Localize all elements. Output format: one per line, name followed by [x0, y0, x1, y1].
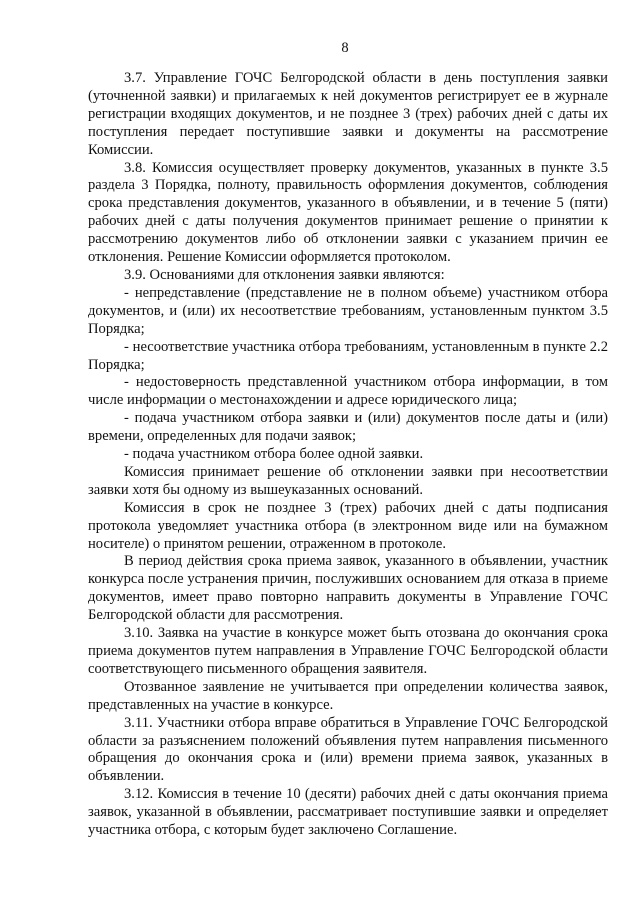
paragraph-3-9: 3.9. Основаниями для отклонения заявки являются: — [124, 266, 445, 283]
paragraph-3-10: 3.10. Заявка на участие в конкурсе может быть отозвана до окончания срока приема документов путем направления в Управление ГОЧС Белгородской области соответствующего письменного обращения заявителя. — [88, 625, 608, 677]
page-number: 8 — [341, 40, 349, 56]
paragraph-3-8: 3.8. Комиссия осуществляет проверку документов, указанных в пункте 3.5 раздела 3 Порядка, полноту, правильность оформления документов, соблюдения срока представления документов, указанного в объявлении, и в течение 5 (пяти) рабочих дней с даты получения документов принимает решение о принятии к рассмотрению документов либо об отклонении заявки с указанием причин ее отклонения. Решение Комиссии оформляется протоколом. — [88, 159, 608, 266]
list-item-false-information: - недостоверность представленной участником отбора информации, в том числе информации о местонахождении и адресе юридического лица; — [88, 374, 608, 409]
paragraph-resubmission: В период действия срока приема заявок, указанного в объявлении, участник конкурса после устранения причин, послуживших основанием для отказа в приеме документов, имеет право повторно направить документы в Управление ГОЧС Белгородской области для рассмотрения. — [88, 553, 608, 624]
list-item-missing-documents: - непредставление (представление не в полном объеме) участником отбора документов, и (или) их несоответствие требованиям, установленным пунктом 3.5 Порядка; — [88, 284, 608, 337]
paragraph-withdrawn-application: Отозванное заявление не учитывается при определении количества заявок, представленных на участие в конкурсе. — [88, 678, 608, 713]
list-item-late-submission: - подача участником отбора заявки и (или) документов после даты и (или) времени, определенных для подачи заявок; — [88, 410, 608, 445]
paragraph-3-11: 3.11. Участники отбора вправе обратиться в Управление ГОЧС Белгородской области за разъяснением положений объявления путем направления письменного обращения до окончания срока и (или) времени приема заявок, указанных в объявлении. — [88, 714, 608, 785]
paragraph-notification: Комиссия в срок не позднее 3 (трех) рабочих дней с даты подписания протокола уведомляет участника отбора (в электронном виде или на бумажном носителе) о принятом решении, отраженном в протоколе. — [88, 499, 608, 552]
list-item-multiple-applications: - подача участником отбора более одной заявки. — [124, 446, 424, 463]
paragraph-3-12: 3.12. Комиссия в течение 10 (десяти) рабочих дней с даты окончания приема заявок, указанной в объявлении, рассматривает поступившие заявки и определяет участника отбора, с которым будет заключено Соглашение. — [88, 786, 608, 839]
paragraph-rejection-decision: Комиссия принимает решение об отклонении заявки при несоответствии заявки хотя бы одному из вышеуказанных оснований. — [88, 463, 608, 498]
paragraph-3-7: 3.7. Управление ГОЧС Белгородской области в день поступления заявки (уточненной заявки) и прилагаемых к ней документов регистрирует ее в журнале регистрации входящих документов, и не позднее 3 (трех) рабочих дней с даты их поступления передает поступившие заявки и документы на рассмотрение Комиссии. — [88, 70, 608, 158]
list-item-requirements-mismatch: - несоответствие участника отбора требованиям, установленным в пункте 2.2 Порядка; — [88, 338, 608, 373]
